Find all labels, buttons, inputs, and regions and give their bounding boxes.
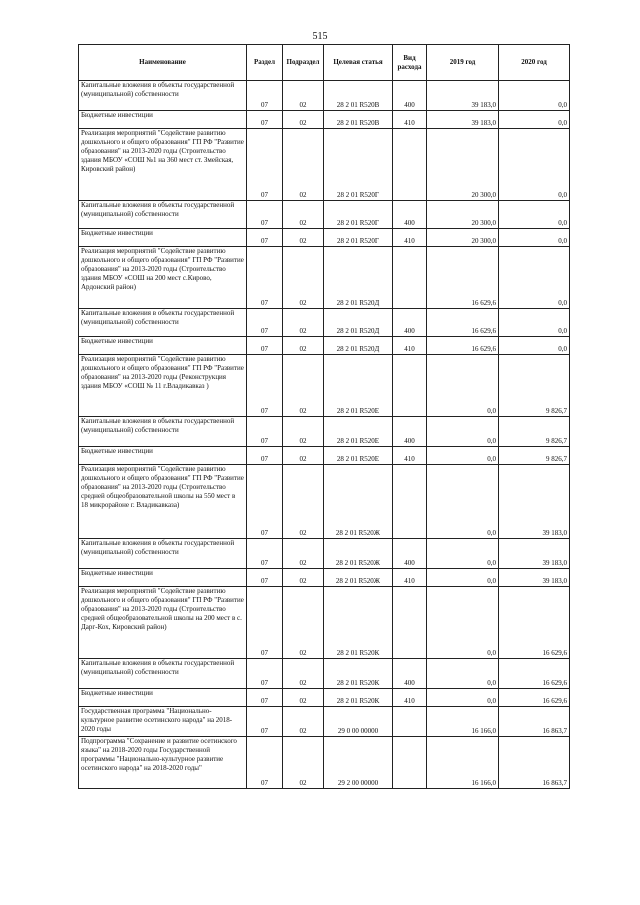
table-row — [79, 465, 570, 539]
row-name: Капитальные вложения в объекты государственной (муниципальной) собственности — [79, 81, 247, 111]
header-target: Целевая статья — [324, 45, 393, 81]
row-name: Бюджетные инвестиции — [79, 447, 247, 465]
page-number: 515 — [312, 31, 328, 42]
row-2019: 0,0 — [427, 447, 499, 465]
row-subsection: 02 — [283, 247, 324, 309]
row-subsection: 02 — [283, 81, 324, 111]
table-row — [79, 737, 570, 789]
table-row — [79, 569, 570, 587]
row-name: Капитальные вложения в объекты государственной (муниципальной) собственности — [79, 539, 247, 569]
row-subsection: 02 — [283, 355, 324, 417]
row-subsection: 02 — [283, 309, 324, 337]
row-section: 07 — [247, 707, 283, 737]
header-name: Наименование — [79, 45, 247, 81]
row-name: Реализация мероприятий "Содействие развитию дошкольного и общего образования" ГП РФ "Развитие образования" на 2013-2020 годы (Строительство средней общеобразовательной школы на 200 мест в с. Дарг-Кох, Кировский район) — [79, 587, 247, 659]
table-row — [79, 129, 570, 201]
row-2020: 0,0 — [499, 309, 570, 337]
row-name: Капитальные вложения в объекты государственной (муниципальной) собственности — [79, 417, 247, 447]
row-target: 28 2 01 R520Г — [324, 229, 393, 247]
row-2019: 0,0 — [427, 659, 499, 689]
row-2020: 0,0 — [499, 81, 570, 111]
row-target: 28 2 01 R520Г — [324, 129, 393, 201]
row-2020: 9 826,7 — [499, 447, 570, 465]
row-2019: 39 183,0 — [427, 81, 499, 111]
row-2019: 16 629,6 — [427, 247, 499, 309]
row-subsection: 02 — [283, 659, 324, 689]
row-2019: 0,0 — [427, 689, 499, 707]
row-type: 410 — [393, 689, 427, 707]
table-row — [79, 337, 570, 355]
row-target: 28 2 01 R520Ж — [324, 539, 393, 569]
header-subsection: Подраздел — [283, 45, 324, 81]
table-row — [79, 201, 570, 229]
row-section: 07 — [247, 569, 283, 587]
row-2019: 0,0 — [427, 355, 499, 417]
row-name: Подпрограмма "Сохранение и развитие осетинского языка" на 2018-2020 годы Государственной программы "Национально-культурное развитие осетинского народа" на 2018-2020 годы" — [79, 737, 247, 789]
row-section: 07 — [247, 355, 283, 417]
row-2020: 16 629,6 — [499, 659, 570, 689]
row-2019: 20 300,0 — [427, 129, 499, 201]
row-type: 400 — [393, 309, 427, 337]
row-name: Бюджетные инвестиции — [79, 689, 247, 707]
row-section: 07 — [247, 309, 283, 337]
row-name: Реализация мероприятий "Содействие развитию дошкольного и общего образования" ГП РФ "Развитие образования" на 2013-2020 годы (Строительство здания МБОУ «СОШ №1 на 360 мест ст. Змейская, Кировский район) — [79, 129, 247, 201]
row-target: 28 2 01 R520Е — [324, 417, 393, 447]
row-subsection: 02 — [283, 737, 324, 789]
row-section: 07 — [247, 737, 283, 789]
row-name: Реализация мероприятий "Содействие развитию дошкольного и общего образования" ГП РФ "Развитие образования" на 2013-2020 годы (Реконструкция здания МБОУ «СОШ № 11 г.Владикавказ ) — [79, 355, 247, 417]
row-type: 400 — [393, 81, 427, 111]
table-row — [79, 659, 570, 689]
row-target: 28 2 01 R520Е — [324, 447, 393, 465]
row-section: 07 — [247, 201, 283, 229]
row-2020: 0,0 — [499, 247, 570, 309]
row-target: 28 2 01 R520В — [324, 111, 393, 129]
row-name: Бюджетные инвестиции — [79, 569, 247, 587]
table-row — [79, 587, 570, 659]
row-2020: 0,0 — [499, 337, 570, 355]
row-2020: 16 629,6 — [499, 587, 570, 659]
row-name: Бюджетные инвестиции — [79, 337, 247, 355]
row-2019: 16 166,0 — [427, 737, 499, 789]
row-subsection: 02 — [283, 337, 324, 355]
row-2020: 9 826,7 — [499, 417, 570, 447]
row-2019: 20 300,0 — [427, 201, 499, 229]
row-2019: 16 629,6 — [427, 337, 499, 355]
row-subsection: 02 — [283, 201, 324, 229]
row-2020: 0,0 — [499, 201, 570, 229]
row-section: 07 — [247, 337, 283, 355]
row-2020: 16 863,7 — [499, 707, 570, 737]
table-row — [79, 447, 570, 465]
row-section: 07 — [247, 447, 283, 465]
row-subsection: 02 — [283, 707, 324, 737]
row-type: 410 — [393, 447, 427, 465]
row-target: 28 2 01 R520Д — [324, 247, 393, 309]
row-subsection: 02 — [283, 465, 324, 539]
row-name: Реализация мероприятий "Содействие развитию дошкольного и общего образования" ГП РФ "Развитие образования" на 2013-2020 годы (Строительство здания МБОУ «СОШ на 200 мест с.Кирово, Ардонский район) — [79, 247, 247, 309]
row-type — [393, 465, 427, 539]
table-row — [79, 689, 570, 707]
row-type: 400 — [393, 659, 427, 689]
budget-table — [78, 44, 570, 789]
row-2020: 16 863,7 — [499, 737, 570, 789]
row-target: 28 2 01 R520Ж — [324, 465, 393, 539]
row-section: 07 — [247, 229, 283, 247]
header-2020: 2020 год — [499, 45, 570, 81]
header-2019: 2019 год — [427, 45, 499, 81]
row-2020: 16 629,6 — [499, 689, 570, 707]
row-target: 28 2 01 R520К — [324, 689, 393, 707]
row-2019: 39 183,0 — [427, 111, 499, 129]
row-type: 410 — [393, 111, 427, 129]
row-section: 07 — [247, 689, 283, 707]
row-type: 410 — [393, 569, 427, 587]
table-row — [79, 355, 570, 417]
row-name: Бюджетные инвестиции — [79, 229, 247, 247]
row-type: 410 — [393, 229, 427, 247]
table-row — [79, 229, 570, 247]
row-subsection: 02 — [283, 689, 324, 707]
row-subsection: 02 — [283, 229, 324, 247]
row-2019: 20 300,0 — [427, 229, 499, 247]
row-subsection: 02 — [283, 129, 324, 201]
row-section: 07 — [247, 247, 283, 309]
row-2019: 0,0 — [427, 465, 499, 539]
table-row — [79, 81, 570, 111]
row-target: 29 2 00 00000 — [324, 737, 393, 789]
table-row — [79, 707, 570, 737]
row-target: 28 2 01 R520Ж — [324, 569, 393, 587]
row-section: 07 — [247, 659, 283, 689]
row-subsection: 02 — [283, 447, 324, 465]
row-type — [393, 355, 427, 417]
row-2019: 16 629,6 — [427, 309, 499, 337]
row-target: 29 0 00 00000 — [324, 707, 393, 737]
row-2020: 0,0 — [499, 129, 570, 201]
row-section: 07 — [247, 417, 283, 447]
row-2019: 16 166,0 — [427, 707, 499, 737]
row-section: 07 — [247, 465, 283, 539]
row-section: 07 — [247, 129, 283, 201]
row-target: 28 2 01 R520В — [324, 81, 393, 111]
row-2019: 0,0 — [427, 417, 499, 447]
row-subsection: 02 — [283, 569, 324, 587]
row-target: 28 2 01 R520К — [324, 659, 393, 689]
row-2020: 0,0 — [499, 111, 570, 129]
row-type: 400 — [393, 539, 427, 569]
row-2019: 0,0 — [427, 587, 499, 659]
row-type: 410 — [393, 337, 427, 355]
row-subsection: 02 — [283, 417, 324, 447]
row-2020: 0,0 — [499, 229, 570, 247]
row-type: 400 — [393, 417, 427, 447]
table-row — [79, 247, 570, 309]
row-2020: 39 183,0 — [499, 539, 570, 569]
header-section: Раздел — [247, 45, 283, 81]
row-section: 07 — [247, 111, 283, 129]
row-2020: 39 183,0 — [499, 569, 570, 587]
row-subsection: 02 — [283, 539, 324, 569]
row-name: Государственная программа "Национально-культурное развитие осетинского народа" на 2018-2020 годы — [79, 707, 247, 737]
row-name: Капитальные вложения в объекты государственной (муниципальной) собственности — [79, 659, 247, 689]
row-target: 28 2 01 R520Д — [324, 337, 393, 355]
row-name: Реализация мероприятий "Содействие развитию дошкольного и общего образования" ГП РФ "Развитие образования" на 2013-2020 годы (Строительство средней общеобразовательной школы на 550 мест в 18 микрорайоне г. Владикавказа) — [79, 465, 247, 539]
row-subsection: 02 — [283, 587, 324, 659]
table-row — [79, 417, 570, 447]
table-row — [79, 111, 570, 129]
row-type — [393, 247, 427, 309]
row-target: 28 2 01 R520Г — [324, 201, 393, 229]
row-2019: 0,0 — [427, 569, 499, 587]
row-section: 07 — [247, 539, 283, 569]
row-2020: 39 183,0 — [499, 465, 570, 539]
row-name: Капитальные вложения в объекты государственной (муниципальной) собственности — [79, 309, 247, 337]
row-type: 400 — [393, 201, 427, 229]
header-type: Вид расхода — [393, 45, 427, 81]
row-target: 28 2 01 R520Д — [324, 309, 393, 337]
row-2020: 9 826,7 — [499, 355, 570, 417]
table-row — [79, 539, 570, 569]
table-header-row — [79, 45, 570, 81]
row-section: 07 — [247, 587, 283, 659]
row-target: 28 2 01 R520Е — [324, 355, 393, 417]
row-section: 07 — [247, 81, 283, 111]
row-subsection: 02 — [283, 111, 324, 129]
row-type — [393, 587, 427, 659]
row-name: Бюджетные инвестиции — [79, 111, 247, 129]
row-name: Капитальные вложения в объекты государственной (муниципальной) собственности — [79, 201, 247, 229]
row-2019: 0,0 — [427, 539, 499, 569]
row-type — [393, 737, 427, 789]
table-row — [79, 309, 570, 337]
row-type — [393, 129, 427, 201]
row-type — [393, 707, 427, 737]
row-target: 28 2 01 R520К — [324, 587, 393, 659]
